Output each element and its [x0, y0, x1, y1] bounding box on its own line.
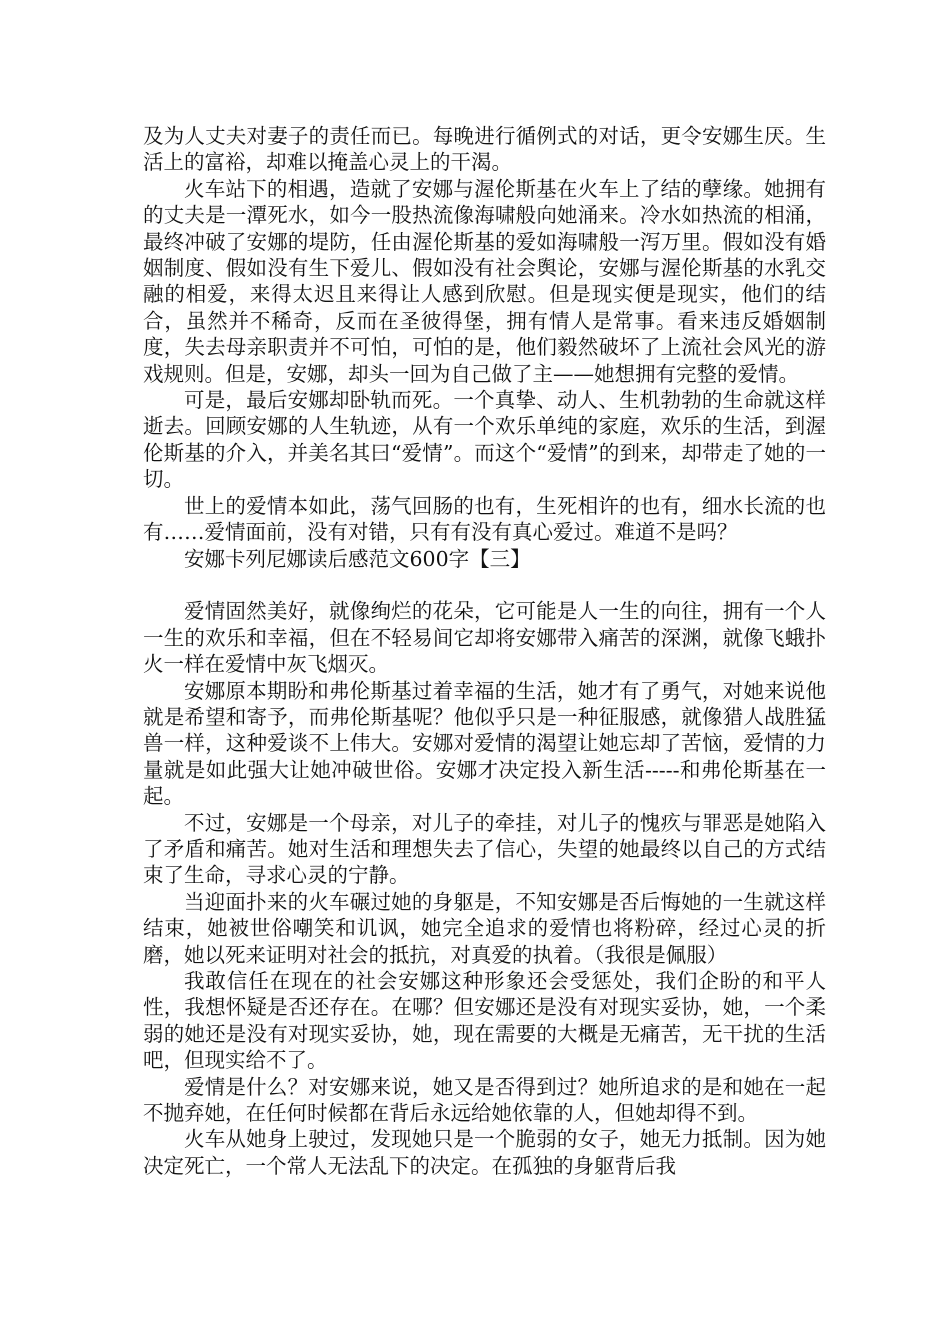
section-heading: 安娜卡列尼娜读后感范文600字【三】 — [184, 546, 531, 571]
paragraph: 安娜原本期盼和弗伦斯基过着幸福的生活，她才有了勇气，对她来说他就是希望和寄予，而弗伦斯基呢？他似乎只是一种征服感，就像猎人战胜猛兽一样，这种爱谈不上伟大。安娜对爱情的渴望让她忘却了苦恼，爱情的力量就是如此强大让她冲破世俗。安娜才决定投入新生活-----和弗伦斯基在一起。 — [143, 678, 826, 809]
paragraph: 爱情固然美好，就像绚烂的花朵，它可能是人一生的向往，拥有一个人一生的欢乐和幸福，但在不轻易间它却将安娜带入痛苦的深渊，就像飞蛾扑火一样在爱情中灰飞烟灭。 — [143, 599, 826, 677]
paragraph: 及为人丈夫对妻子的责任而已。每晚进行循例式的对话，更令安娜生厌。生活上的富裕，却难以掩盖心灵上的干渴。 — [143, 124, 826, 175]
paragraph: 世上的爱情本如此，荡气回肠的也有，生死相许的也有，细水长流的也有……爱情面前，没有对错，只有有没有真心爱过。难道不是吗？ — [143, 493, 826, 545]
paragraph: 当迎面扑来的火车碾过她的身躯是，不知安娜是否后悔她的一生就这样结束，她被世俗嘲笑和讥讽，她完全追求的爱情也将粉碎，经过心灵的折磨，她以死来证明对社会的抵抗，对真爱的执着。（我很是佩服） — [143, 889, 826, 967]
paragraph: 火车站下的相遇，造就了安娜与渥伦斯基在火车上了结的孽缘。她拥有的丈夫是一潭死水，如今一股热流像海啸般向她涌来。冷水如热流的相涌，最终冲破了安娜的堤防，任由渥伦斯基的爱如海啸般一泻万里。假如没有婚姻制度、假如没有生下爱儿、假如没有社会舆论，安娜与渥伦斯基的水乳交融的相爱，来得太迟且来得让人感到欣慰。但是现实便是现实，他们的结合，虽然并不稀奇，反而在圣彼得堡，拥有情人是常事。看来违反婚姻制度，失去母亲职责并不可怕，可怕的是，他们毅然破坏了上流社会风光的游戏规则。但是，安娜，却头一回为自己做了主——她想拥有完整的爱情。 — [143, 176, 826, 386]
paragraph: 可是，最后安娜却卧轨而死。一个真挚、动人、生机勃勃的生命就这样逝去。回顾安娜的人生轨迹，从有一个欢乐单纯的家庭，欢乐的生活，到渥伦斯基的介入，并美名其曰“爱情”。而这个“爱情”的到来，却带走了她的一切。 — [143, 388, 826, 492]
paragraph: 火车从她身上驶过，发现她只是一个脆弱的女子，她无力抵制。因为她决定死亡，一个常人无法乱下的决定。在孤独的身躯背后我 — [143, 1127, 826, 1178]
paragraph: 爱情是什么？对安娜来说，她又是否得到过？她所追求的是和她在一起不抛弃她，在任何时候都在背后永远给她依靠的人，但她却得不到。 — [143, 1074, 826, 1126]
paragraph: 不过，安娜是一个母亲，对儿子的牵挂，对儿子的愧疚与罪恶是她陷入了矛盾和痛苦。她对生活和理想失去了信心，失望的她最终以自己的方式结束了生命，寻求心灵的宁静。 — [143, 810, 826, 888]
document-body — [143, 123, 826, 1179]
paragraph: 我敢信任在现在的社会安娜这种形象还会受惩处，我们企盼的和平人性，我想怀疑是否还存在。在哪？但安娜还是没有对现实妥协，她，一个柔弱的她还是没有对现实妥协，她，现在需要的大概是无痛苦，无干扰的生活吧，但现实给不了。 — [143, 968, 826, 1073]
